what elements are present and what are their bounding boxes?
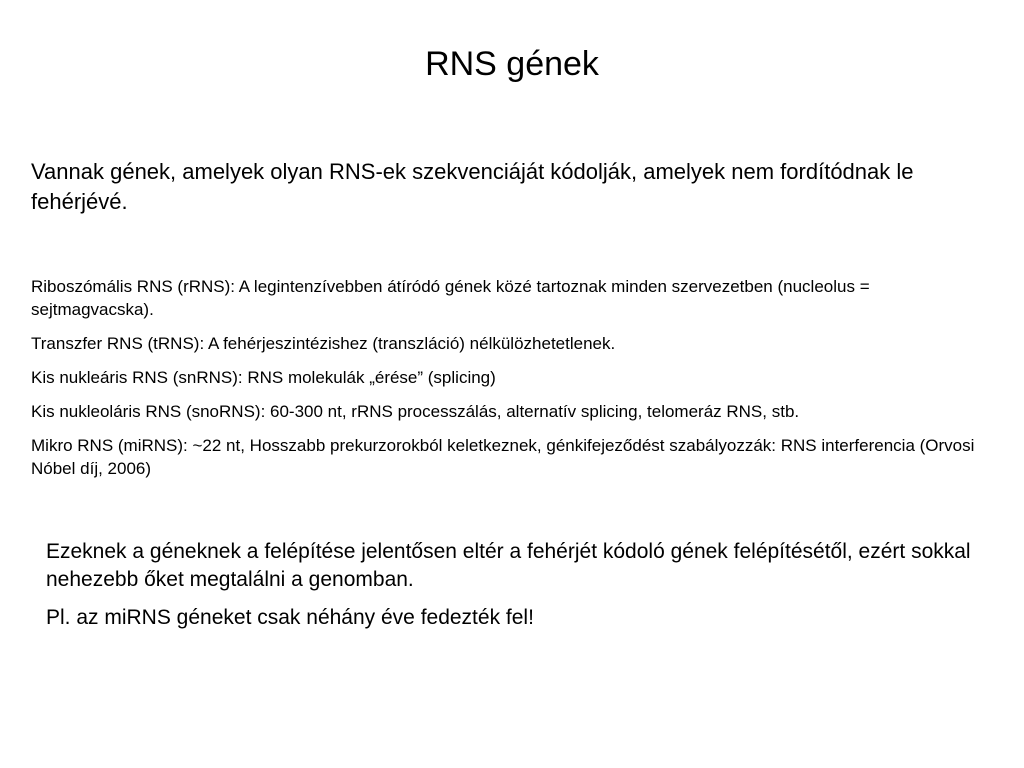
conclusion-example: Pl. az miRNS géneket csak néhány éve fedezték fel! [46,606,534,629]
conclusion-text: Ezeknek a géneknek a felépítése jelentősen eltér a fehérjét kódoló gének felépítésétől, ezért sokkal nehezebb őket megtalálni a genomban. [46,540,971,591]
rna-type-snorna: Kis nukleoláris RNS (snoRNS): 60-300 nt, rRNS processzálás, alternatív splicing, telomeráz RNS, stb. [31,402,800,421]
rna-types-list [31,275,991,491]
intro-paragraph: Vannak gének, amelyek olyan RNS-ek szekvenciáját kódolják, amelyek nem fordítódnak le fehérjévé. [31,159,914,214]
conclusion-block [46,538,986,632]
slide-title: RNS gének [425,45,599,83]
rna-type-rrna: Riboszómális RNS (rRNS): A legintenzívebben átíródó gének közé tartoznak minden szervezetben (nucleolus = sejtmagvacska). [31,277,870,319]
rna-type-snrna: Kis nukleáris RNS (snRNS): RNS molekulák „érése” (splicing) [31,368,496,387]
rna-type-mirna: Mikro RNS (miRNS): ~22 nt, Hosszabb prekurzorokból keletkeznek, génkifejeződést szabályozzák: RNS interferencia (Orvosi Nóbel díj, 2006) [31,436,975,478]
rna-type-trna: Transzfer RNS (tRNS): A fehérjeszintézishez (transzláció) nélkülözhetetlenek. [31,334,616,353]
